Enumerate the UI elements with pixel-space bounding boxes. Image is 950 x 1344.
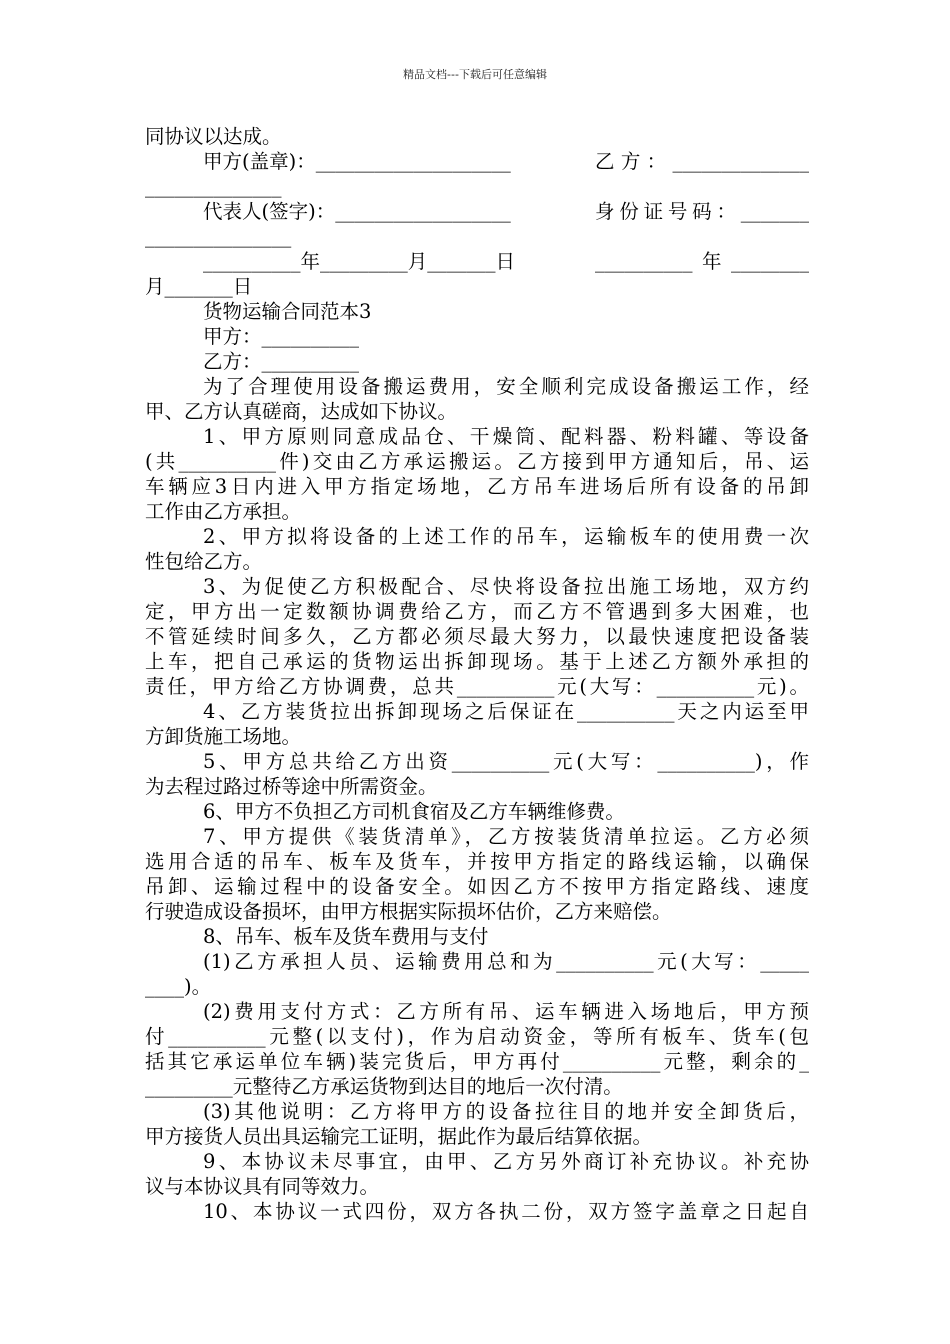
text-line: 不管延续时间多久，乙方都必须尽最大努力，以最快速度把设备装	[145, 625, 809, 648]
id-number: 身份证号码：_______	[595, 200, 809, 223]
text-line: 为去程过路过桥等途中所需资金。	[145, 775, 438, 798]
text-line: 6、甲方不负担乙方司机食宿及乙方车辆维修费。	[203, 800, 625, 823]
text-line: (3)其他说明：乙方将甲方的设备拉往目的地并安全卸货后，	[203, 1100, 809, 1123]
party-b-date: __________年________	[595, 250, 809, 273]
text-line: 行驶造成设备损坏，由甲方根据实际损坏估价，乙方来赔偿。	[145, 900, 672, 923]
text-line: 选用合适的吊车、板车及货车，并按甲方指定的路线运输，以确保	[145, 850, 809, 873]
signature-row	[145, 199, 809, 224]
text-line: ____)。	[145, 975, 212, 998]
text-line: 车辆应3日内进入甲方指定场地，乙方吊车进场后所有设备的吊卸	[145, 475, 809, 498]
text-line: 8、吊车、板车及货车费用与支付	[203, 925, 489, 948]
text-line: (2)费用支付方式：乙方所有吊、运车辆进入场地后，甲方预	[203, 1000, 809, 1023]
text-line: 吊卸、运输过程中的设备安全。如因乙方不按甲方指定路线、速度	[145, 875, 809, 898]
text-line: 付__________元整(以支付)，作为启动资金，等所有板车、货车(包	[145, 1025, 809, 1048]
text-line: 10、本协议一式四份，双方各执二份，双方签字盖章之日起自	[203, 1200, 809, 1223]
text-line: 工作由乙方承担。	[145, 500, 302, 523]
text-line: 上车，把自己承运的货物运出拆卸现场。基于上述乙方额外承担的	[145, 650, 809, 673]
text-line: 9、本协议未尽事宜，由甲、乙方另外商订补充协议。补充协	[203, 1150, 809, 1173]
text-line: ______________	[145, 175, 282, 198]
text-line: 方卸货施工场地。	[145, 725, 302, 748]
text-line: 责任，甲方给乙方协调费，总共__________元(大写：__________元)。	[145, 675, 809, 698]
text-line: 2、甲方拟将设备的上述工作的吊车，运输板车的使用费一次	[203, 525, 809, 548]
party-a-line: 甲方：__________	[203, 325, 360, 348]
text-line: 甲方接货人员出具运输完工证明，据此作为最后结算依据。	[145, 1125, 653, 1148]
page-header: 精品文档---下载后可任意编辑	[403, 68, 547, 81]
text-line: (共__________件)交由乙方承运搬运。乙方接到甲方通知后，吊、运	[145, 450, 809, 473]
text-line: 甲、乙方认真磋商，达成如下协议。	[145, 400, 458, 423]
signature-row	[145, 149, 809, 174]
document-body	[145, 124, 809, 1224]
text-line: 1、甲方原则同意成品仓、干燥筒、配料器、粉料罐、等设备	[203, 425, 809, 448]
text-line: (1)乙方承担人员、运输费用总和为__________元(大写：_____	[203, 950, 809, 973]
text-line: 同协议以达成。	[145, 125, 282, 148]
section-title: 货物运输合同范本3	[203, 300, 372, 323]
text-line: _________元整待乙方承运货物到达目的地后一次付清。	[145, 1075, 623, 1098]
text-line: 定，甲方出一定数额协调费给乙方，而乙方不管遇到多大困难，也	[145, 600, 809, 623]
representative-signature: 代表人(签字)：__________________	[203, 200, 511, 223]
text-line: 7、甲方提供《装货清单》，乙方按装货清单拉运。乙方必须	[203, 825, 809, 848]
text-line: 5、甲方总共给乙方出资__________元(大写：__________)，作	[203, 750, 809, 773]
text-line: 4、乙方装货拉出拆卸现场之后保证在__________天之内运至甲	[203, 700, 809, 723]
party-a-seal: 甲方(盖章)：____________________	[203, 150, 511, 173]
text-line: _______________	[145, 225, 292, 248]
text-line: 为了合理使用设备搬运费用，安全顺利完成设备搬运工作，经	[203, 375, 809, 398]
text-line: 月_______日	[145, 275, 253, 298]
party-b: 乙方：______________	[595, 150, 809, 173]
text-line: 3、为促使乙方积极配合、尽快将设备拉出施工场地，双方约	[203, 575, 809, 598]
text-line: 性包给乙方。	[145, 550, 263, 573]
date-row	[145, 249, 809, 274]
party-a-date: __________年_________月_______日	[203, 250, 515, 273]
text-line: 议与本协议具有同等效力。	[145, 1175, 380, 1198]
party-b-line: 乙方：__________	[203, 350, 360, 373]
text-line: 括其它承运单位车辆)装完货后，甲方再付__________元整，剩余的_	[145, 1050, 809, 1073]
